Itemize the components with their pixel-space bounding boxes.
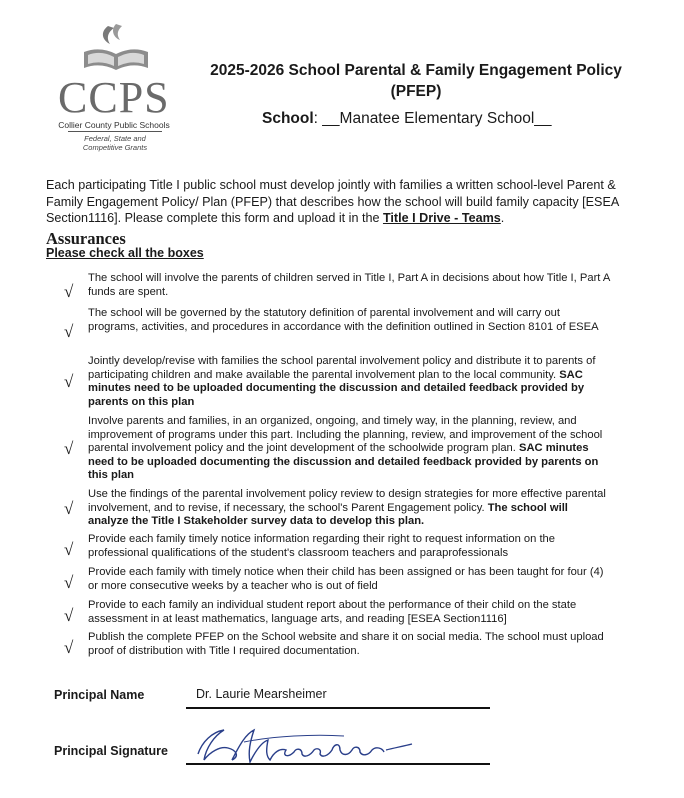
- principal-signature-label: Principal Signature: [54, 744, 168, 758]
- principal-signature-underline: [186, 763, 490, 765]
- checkmark-icon[interactable]: √: [64, 282, 74, 301]
- assurance-bold-text: SAC minutes need to be uploaded documenting the discussion and detailed feedback provided by parents on this plan: [88, 368, 585, 408]
- checkmark-icon[interactable]: √: [64, 638, 74, 657]
- assurance-text: Provide to each family an individual student report about the performance of their child on the state assessment in at least mathematics, language arts, and reading [ESEA Section1116]: [88, 599, 577, 625]
- logo-department-line2: Competitive Grants: [82, 143, 148, 152]
- assurance-text: Use the findings of the parental involvement policy review to design strategies for more effective parental involvement, and to revise, if necessary, the school's Parent Engagement policy.: [88, 488, 606, 514]
- assurances-heading: Assurances: [46, 229, 126, 248]
- logo-department-line1: Federal, State and: [84, 134, 146, 143]
- school-label: School: [262, 110, 314, 127]
- intro-end: .: [500, 211, 505, 225]
- book-flame-icon: [78, 22, 154, 78]
- logo-full-name: Collier County Public Schools: [58, 120, 170, 130]
- intro-paragraph: [46, 177, 646, 227]
- checkmark-icon[interactable]: √: [64, 573, 74, 592]
- page-title: [196, 60, 636, 102]
- logo-department: [58, 134, 172, 152]
- checkmark-icon[interactable]: √: [64, 499, 74, 518]
- logo-divider: [68, 131, 162, 132]
- check-instruction: Please check all the boxes: [46, 246, 204, 260]
- assurance-bold-text: The school will analyze the Title I Stakeholder survey data to develop this plan.: [88, 501, 568, 527]
- assurance-text: Jointly develop/revise with families the school parental involvement policy and distribute it to parents of participating children and make available the parental involvement plan to the local community.: [88, 355, 596, 381]
- school-value: __Manatee Elementary School__: [322, 110, 552, 127]
- assurance-text: Publish the complete PFEP on the School website and share it on social media. The school must upload proof of distribution with Title I required documentation.: [88, 631, 604, 657]
- assurance-bold-text: SAC minutes need to be uploaded documenting the discussion and detailed feedback provided by parents on this plan: [88, 442, 599, 481]
- intro-text: Each participating Title I public school must develop jointly with families a written school-level Parent & Family Engagement Policy/ Plan (PFEP) that describes how the school will build family capacity [ESEA Section1116]. Please complete this form and upload it in the: [46, 178, 619, 225]
- ccps-logo: [44, 22, 194, 157]
- principal-name-underline: [186, 707, 490, 709]
- title-line1: 2025-2026 School Parental & Family Engagement Policy: [210, 62, 622, 79]
- checkmark-icon[interactable]: √: [64, 606, 74, 625]
- assurance-text: Provide each family with timely notice when their child has been assigned or has been taught for four (4) or more consecutive weeks by a teacher who is out of field: [88, 566, 604, 592]
- checkmark-icon[interactable]: √: [64, 372, 74, 391]
- assurance-text: The school will be governed by the statutory definition of parental involvement and will carry out programs, activities, and procedures in accordance with the definition outlined in Section 8101 of ESEA: [88, 307, 599, 333]
- title-line2: (PFEP): [390, 83, 442, 100]
- assurance-text: The school will involve the parents of children served in Title I, Part A in decisions about how Title I, Part A funds are spent.: [88, 272, 610, 298]
- principal-name-value[interactable]: Dr. Laurie Mearsheimer: [196, 687, 327, 701]
- principal-name-label: Principal Name: [54, 688, 145, 702]
- checkmark-icon[interactable]: √: [64, 540, 74, 559]
- school-field: School: __Manatee Elementary School__: [262, 110, 552, 127]
- checkmark-icon[interactable]: √: [64, 439, 74, 458]
- checkmark-icon[interactable]: √: [64, 322, 74, 341]
- assurance-text: Provide each family timely notice information regarding their right to request information on the professional qualifications of the student's classroom teachers and paraprofessionals: [88, 533, 556, 559]
- assurance-text: Involve parents and families, in an organized, ongoing, and timely way, in the planning, review, and improvement of programs under this part. Including the planning, review, and improvement of the school parental involvement policy and the joint development of the schoolwide program plan.: [88, 415, 603, 454]
- logo-acronym: CCPS: [58, 73, 170, 122]
- title-i-drive-link[interactable]: Title I Drive - Teams: [382, 211, 501, 225]
